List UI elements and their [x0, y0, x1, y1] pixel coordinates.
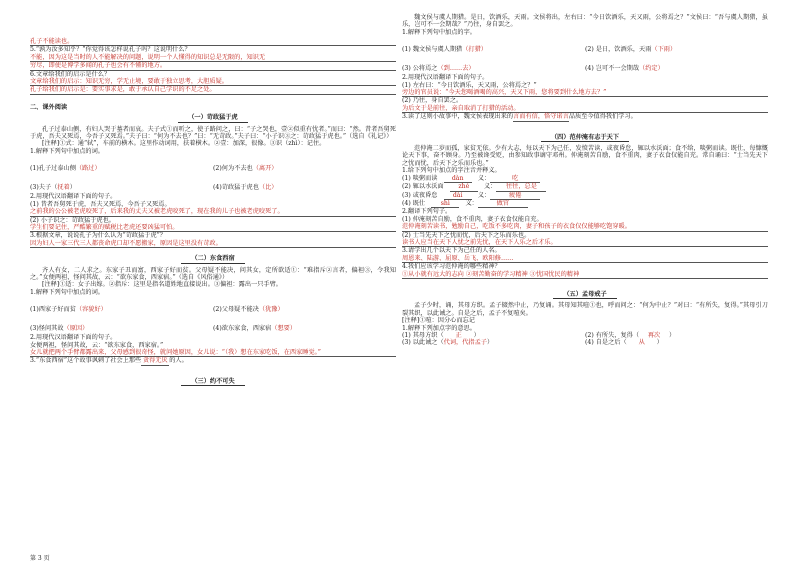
answer-line: 范仲淹刻苦读书，勉励自己，吃饭不多吃肉，妻子和孩子的衣食仅仅能够吃饱穿暖。 [402, 223, 768, 231]
answer-blank: （路过） [75, 165, 101, 173]
question-heading: 3.读了这则小故事中，魏文侯表现出来的言而有信，恪守诺言品质至今值得我们学习。 [402, 113, 637, 121]
question-heading: 1.解释下列句中加点的词。 [30, 147, 104, 155]
answer-blank: 抚着 [57, 184, 70, 192]
sentence: 女便两袒，怪问其故，云：“欲东家食，西家宿。” [30, 341, 164, 349]
passage-notes: [注释]①适：女子出嫁。②指斥：这里是指名道姓地直接说出。③偏袒：露出一只手臂。 [42, 281, 282, 289]
left-column [30, 0, 396, 562]
answer-line: 周恩来、陆游、屈原、岳飞、欧阳修…… [402, 255, 768, 263]
question-heading: 2.用现代汉语翻译下面的句子。 [30, 193, 117, 201]
sentence: (2) 士当先天下之忧而忧，后天下之乐而乐也。 [402, 231, 531, 239]
sentence: (1) 昔者吾舅死于虎，吾夫又死焉，今吾子又死焉。 [30, 200, 171, 208]
question-heading: 1.给下列句中加点的字注音并释义。 [402, 167, 501, 175]
answer-line: 文章给我们的启示：知识无穷，学无止境，要敢于独立思考，大胆质疑。 [30, 78, 396, 86]
question-heading: 2.翻译下列句子。 [402, 208, 452, 216]
answer-line: 穷尽，即使是博学多闻的孔子也会有不懂的地方。 [30, 62, 396, 70]
passage-title: （二）东食西宿 [30, 255, 396, 263]
answer-blank: 代词，代指孟子 [443, 339, 487, 347]
passage-text: 齐人有女，二人求之。东家子丑而富，西家子好而贫。父母疑不能决，问其女，定所欲适①：“难指斥②言者，偏袒③，令我知之。”女便两袒，怪问其故，云：“欲东家食，西家宿。”（选自《风俗通》） [30, 266, 396, 281]
answer-blank: （离开） [252, 165, 278, 173]
question-row: (3) 或夜昏怠 dài 义： 疲倦 [402, 192, 768, 200]
answer-line: 旁边的官员说：“今天您喝酒喝的高兴，天又下雨，您将要到什么地方去？” [402, 89, 768, 97]
question-heading: 1.解释下列加点字的意思。 [402, 324, 476, 332]
section-heading: 二、课外阅读 [30, 103, 68, 111]
passage-notes: [注释]①式：通“轼”，车前的横木。这里作动词用，扶着横木。②壹：加深，很像。③识（zhì）：记住。 [42, 140, 326, 148]
question-row: (3) 公将焉之（到……去） (4) 岂可不一会期哉（约定） [402, 65, 664, 73]
answer-line: 之前我的公公被老虎咬死了，后来我的丈夫又被老虎咬死了，现在我的儿子也被老虎咬死了。 [30, 208, 396, 216]
question-row: (1) 魏文侯与虞人期猎（打猎） (2) 是日，饮酒乐，天雨（下雨） [402, 46, 677, 54]
sentence: (1) 仲淹刻苦自励，食不重肉，妻子衣食仅能自充。 [402, 215, 543, 223]
answer-blank: （原因） [63, 325, 89, 333]
question-heading: 3.“东食西宿”这个故事讽刺了社会上那些 贪得无厌 的人。 [30, 357, 188, 365]
answer-blank: （比） [258, 184, 278, 192]
answer-blank: 正 [455, 332, 462, 339]
passage-text: 范仲淹二岁而孤，家贫无依。少有大志，每以天下为己任，发愤苦读，或夜昏怠，辄以水沃面；食不给，啖粥而读。既仕，每慷慨论天下事，奋不顾身。乃至被谗受贬，由参知政事谪守邓州。仲淹刻苦自励，食不重肉，妻子衣食仅能自充。常自诵曰：“士当先天下之忧而忧，后天下之乐而乐也。” [402, 145, 768, 167]
question-row: (3) 以此诫之（代词，代指孟子） (4) 自是之后（ 从 ） [402, 339, 663, 347]
question-row: (3)夫子（抚着） (4)苛政猛于虎也（比） [30, 184, 278, 192]
question-row: (2) 辄以水沃面 zhé 义： 往往，总是 [402, 183, 768, 191]
passage-text: 孔子过泰山侧，有妇人哭于墓者而哀。夫子式①而听之，使子路问之，曰：“子之哭也，壹②似重有忧者。”而曰：“然。昔者吾舅死于虎，吾夫又死焉，今吾子又死焉。”夫子曰：“何为不去也？”曰：“无苛政。”夫子曰：“小子识③之：苛政猛于虎也。”（选自《礼记》） [30, 125, 396, 141]
sentence: (2) 小子识之：苛政猛于虎也。 [30, 216, 115, 224]
answer-line: 学生们要记住，严酷繁重的赋税比老虎还要凶猛可怕。 [30, 224, 396, 232]
passage-title: （五）孟母戒子 [402, 291, 768, 299]
question-heading: 2.用现代汉语翻译下面的句子。 [402, 74, 489, 82]
answer-blank: （下雨） [651, 46, 677, 54]
answer-blank: （约定） [639, 65, 664, 73]
question-6: 6.文章给我们的启示是什么？ [30, 70, 111, 78]
answer-line: 孔子不能读也。 [30, 38, 396, 46]
question-row: (1)西家子好而贫（容貌好） (2)父母疑不能决（犹豫） [30, 306, 284, 314]
question-heading: 2.用现代汉语翻译下面的句子。 [30, 334, 117, 342]
passage-title: （三）约不可失 [30, 378, 396, 386]
page-number: 第 3 页 [30, 555, 50, 562]
answer-blank: （容貌好） [75, 306, 107, 314]
answer-blank: 贪得无厌 [142, 357, 168, 365]
answer-line: 读书人应当在天下人忧之前先忧，在天下人乐之后才乐。 [402, 239, 768, 247]
question-heading: 1.解释下列句中加点的字。 [402, 28, 476, 36]
answer-blank: （打猎） [462, 46, 487, 54]
answer-line: 为后文于是前往，亲自取消了打猎的活动。 [402, 105, 768, 113]
sentence: (2) 乃往，身自罢之。 [402, 97, 463, 105]
answer-blank: （想要） [271, 325, 297, 333]
question-row: (1)孔子过泰山侧（路过） (2)何为不去也（离开） [30, 165, 278, 173]
answer-blank: （犹豫） [258, 306, 284, 314]
question-heading: 4.我们应该学习范仲淹的哪些精神？ [402, 263, 501, 271]
question-5: 5.“孰为汝多知乎？”你觉得该怎样说孔子吗？这说明什么？ [30, 46, 191, 54]
right-column [402, 0, 768, 562]
answer-blank: 再次 [647, 332, 661, 339]
sentence: (1) 左右曰：“今日饮酒乐，天又雨，公将焉之？” [402, 81, 537, 89]
question-row: (4) 既仕 shì 义： 做官 [402, 200, 768, 208]
answer-line: 因为妇人一家三代三人都丧命虎口却不愿搬家，原因是这里没有苛政。 [30, 240, 396, 248]
question-heading: 3.根据文章，说说孔子为什么认为“苛政猛于虎”？ [30, 232, 166, 240]
answer-line: 不能，因为这是当时的人不能解决的问题，说明一个人懂得的知识总是无限的，知识无 [30, 54, 396, 62]
question-heading: 1.解释下列句中加点的词。 [30, 288, 104, 296]
answer-line: ①从小就有远大的志向 ②刻苦勤奋的学习精神 ③忧国忧民的精神 [402, 271, 768, 279]
question-heading: 3.请学出几个以天下为己任的人名。 [402, 247, 501, 255]
passage-title: （一）苛政猛于虎 [30, 114, 396, 122]
answer-blank: 从 [638, 339, 645, 347]
question-row: (1) 其母方织（ 正 ） (2) 有所失，复得（ 再次 ） [402, 332, 676, 339]
passage-title: （四）范仲淹有志于天下 [402, 134, 768, 142]
answer-line: 女儿就把两个手臂都露出来，父母感到很奇怪，就问她原因，女儿说：“（我）想在东家吃饭，在西家睡觉。” [30, 349, 396, 357]
answer-line: 孔子给我们的启示是：要实事求是，敢于承认自己学识的不足之处。 [30, 86, 396, 94]
passage-text: 孟子少时，诵，其母方织。孟子辍然中止，乃复诵。其母知其喧①也，呼而问之：“何为中止？”对曰：“有所失，复得。”其母引刀裂其织，以此诫之。自是之后，孟子不复喧矣。 [402, 302, 768, 317]
question-row: (3)怪问其故（原因） (4)欲东家食，西家宿（想要） [30, 325, 297, 333]
passage-notes: [注释]①喧：因分心而忘记 [402, 317, 475, 325]
question-row: (1) 啖粥而读 dàn 义： 吃 [402, 175, 768, 183]
answer-blank: （到……去） [437, 65, 475, 73]
passage-text: 魏文侯与虞人期猎。是日，饮酒乐，天雨。文侯将出，左右曰：“今日饮酒乐，天又雨，公将焉之？”文侯曰：“吾与虞人期猎，虽乐，岂可不一会期哉？”乃往，身自罢之。 [402, 14, 768, 29]
answer-blank: 言而有信，恪守诺言 [513, 113, 569, 121]
